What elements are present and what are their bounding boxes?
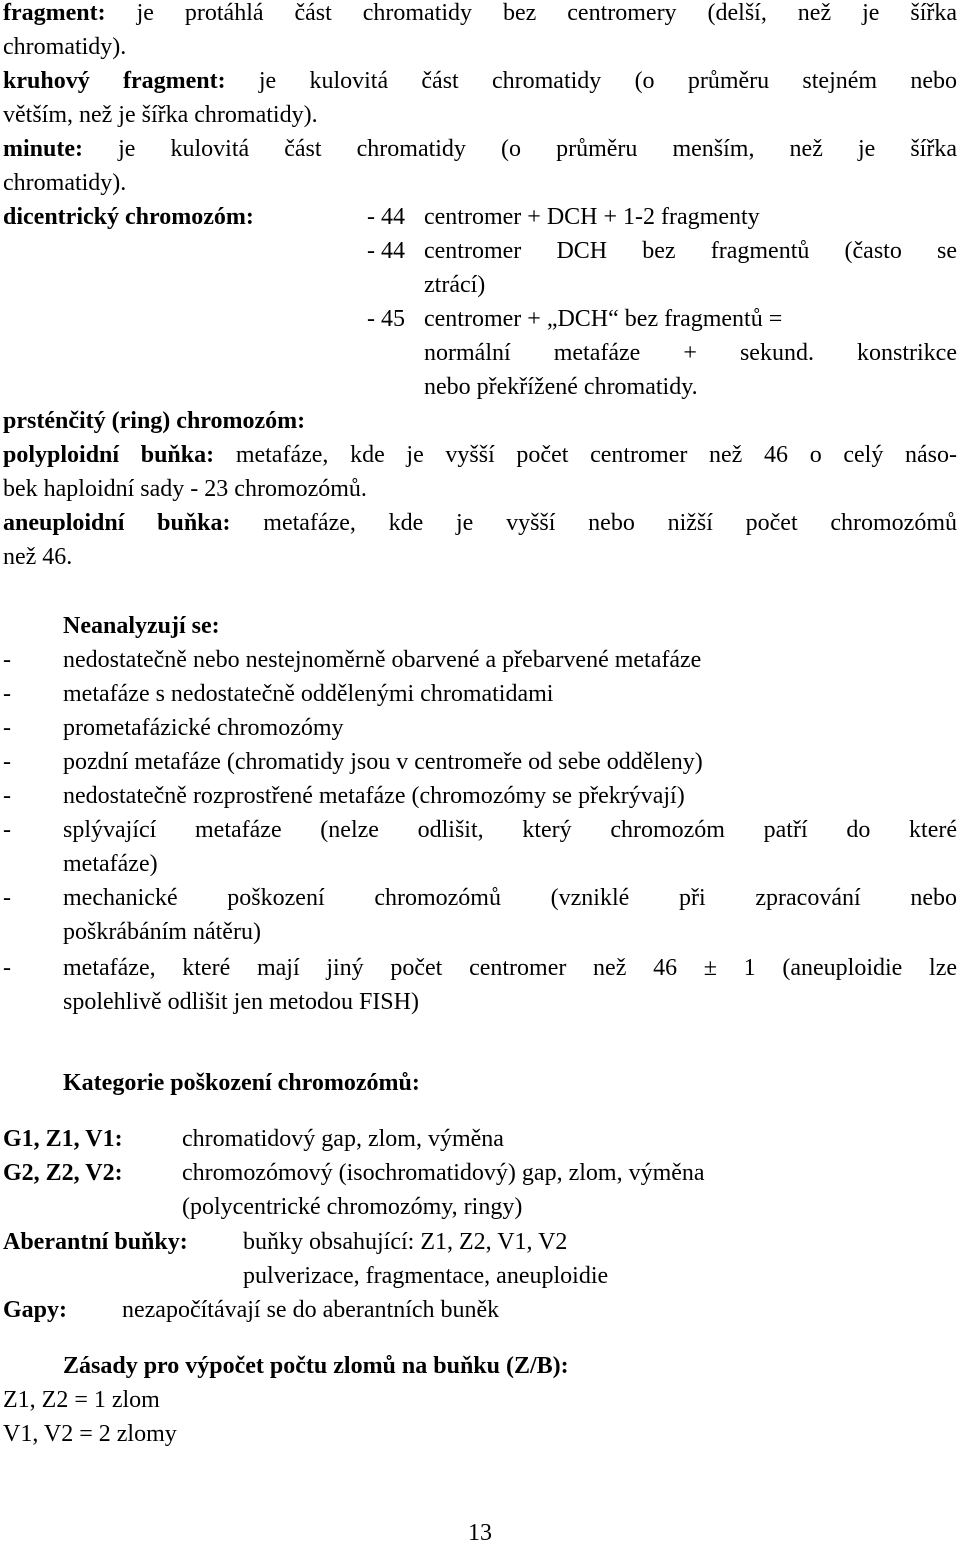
category-label-gapy: Gapy: [3,1297,68,1323]
category-label-aberantni: Aberantní buňky: [3,1229,188,1255]
page-number: 13 [468,1520,492,1546]
definition-text-continued: chromatidy). [3,170,127,196]
list-dash: - [3,749,11,775]
list-item-text-continued: spolehlivě odlišit jen metodou FISH) [63,989,419,1015]
dicentric-entry-number: - 45 [367,306,405,332]
definition-text-continued: bek haploidní sady - 23 chromozómů. [3,476,367,502]
section-heading-zasady: Zásady pro výpočet počtu zlomů na buňku (Z/B): [63,1353,569,1379]
dicentric-entry-text-continued: ztrácí) [424,272,486,298]
dicentric-entry-text-continued: nebo překřížené chromatidy. [424,374,698,400]
definition-text: je kulovitá část chromatidy (o průměru stejném nebo [258,68,957,94]
list-item-text-continued: metafáze) [63,851,158,877]
section-heading-kategorie: Kategorie poškození chromozómů: [63,1070,420,1096]
definition-text: je protáhlá část chromatidy bez centromery (delší, než je šířka [136,0,958,26]
list-dash: - [3,955,11,981]
definition-fragment [3,0,957,30]
definition-kruhovy-fragment [3,64,957,98]
term-dicentricky-chromozom: dicentrický chromozóm: [3,204,254,230]
definition-text: metafáze, kde je vyšší počet centromer než 46 o celý náso- [235,442,958,468]
category-text-g2-continued: (polycentrické chromozómy, ringy) [182,1194,523,1220]
section-heading-neanalyzuji: Neanalyzují se: [63,613,220,639]
list-dash: - [3,681,11,707]
definition-polyploidni-bunka [3,438,957,472]
list-item-text: mechanické poškození chromozómů (vzniklé při zpracování nebo [63,885,957,911]
list-dash: - [3,817,11,843]
dicentric-entry-number: - 44 [367,204,405,230]
rule-line: Z1, Z2 = 1 zlom [3,1387,160,1413]
term-aneuploidni-bunka: aneuploidní buňka: [3,510,231,536]
term-minute: minute: [3,136,83,162]
dicentric-entry-text-continued: normální metafáze + sekund. konstrikce [424,340,957,366]
definition-aneuploidni-bunka [3,506,957,540]
definition-text-continued: než 46. [3,544,73,570]
dicentric-entry-number: - 44 [367,238,405,264]
definition-text: metafáze, kde je vyšší nebo nižší počet chromozómů [263,510,958,536]
definition-minute [3,132,957,166]
category-text-g1: chromatidový gap, zlom, výměna [182,1126,504,1152]
definition-text-continued: větším, než je šířka chromatidy). [3,102,318,128]
list-dash: - [3,885,11,911]
term-prstencity-chromozom: prsténčitý (ring) chromozóm: [3,408,306,434]
term-fragment: fragment: [3,0,106,26]
category-label-g1: G1, Z1, V1: [3,1126,123,1152]
category-text-aberantni-continued: pulverizace, fragmentace, aneuploidie [243,1263,609,1289]
definition-text: je kulovitá část chromatidy (o průměru menším, než je šířka [118,136,957,162]
list-dash: - [3,715,11,741]
category-text-gapy: nezapočítávají se do aberantních buněk [122,1297,500,1323]
list-item-text: metafáze, které mají jiný počet centromer než 46 ± 1 (aneuploidie lze [63,955,957,981]
category-label-g2: G2, Z2, V2: [3,1160,123,1186]
category-text-g2: chromozómový (isochromatidový) gap, zlom, výměna [182,1160,705,1186]
list-item-text: prometafázické chromozómy [63,715,344,741]
dicentric-entry-text: centromer DCH bez fragmentů (často se [424,238,957,264]
term-polyploidni-bunka: polyploidní buňka: [3,442,215,468]
list-item-text: nedostatečně nebo nestejnoměrně obarvené a přebarvené metafáze [63,647,702,673]
list-dash: - [3,647,11,673]
list-item-text: splývající metafáze (nelze odlišit, který chromozóm patří do které [63,817,957,843]
term-kruhovy-fragment: kruhový fragment: [3,68,226,94]
dicentric-entry-text: centromer + „DCH“ bez fragmentů = [424,306,783,332]
list-item-text: metafáze s nedostatečně oddělenými chromatidami [63,681,554,707]
category-text-aberantni: buňky obsahující: Z1, Z2, V1, V2 [243,1229,568,1255]
list-item-text: pozdní metafáze (chromatidy jsou v centromeře od sebe odděleny) [63,749,703,775]
rule-line: V1, V2 = 2 zlomy [3,1421,177,1447]
list-dash: - [3,783,11,809]
definition-text-continued: chromatidy). [3,34,127,60]
dicentric-entry-text: centromer + DCH + 1-2 fragmenty [424,204,760,230]
list-item-text: nedostatečně rozprostřené metafáze (chromozómy se překrývají) [63,783,685,809]
list-item-text-continued: poškrábáním nátěru) [63,919,261,945]
